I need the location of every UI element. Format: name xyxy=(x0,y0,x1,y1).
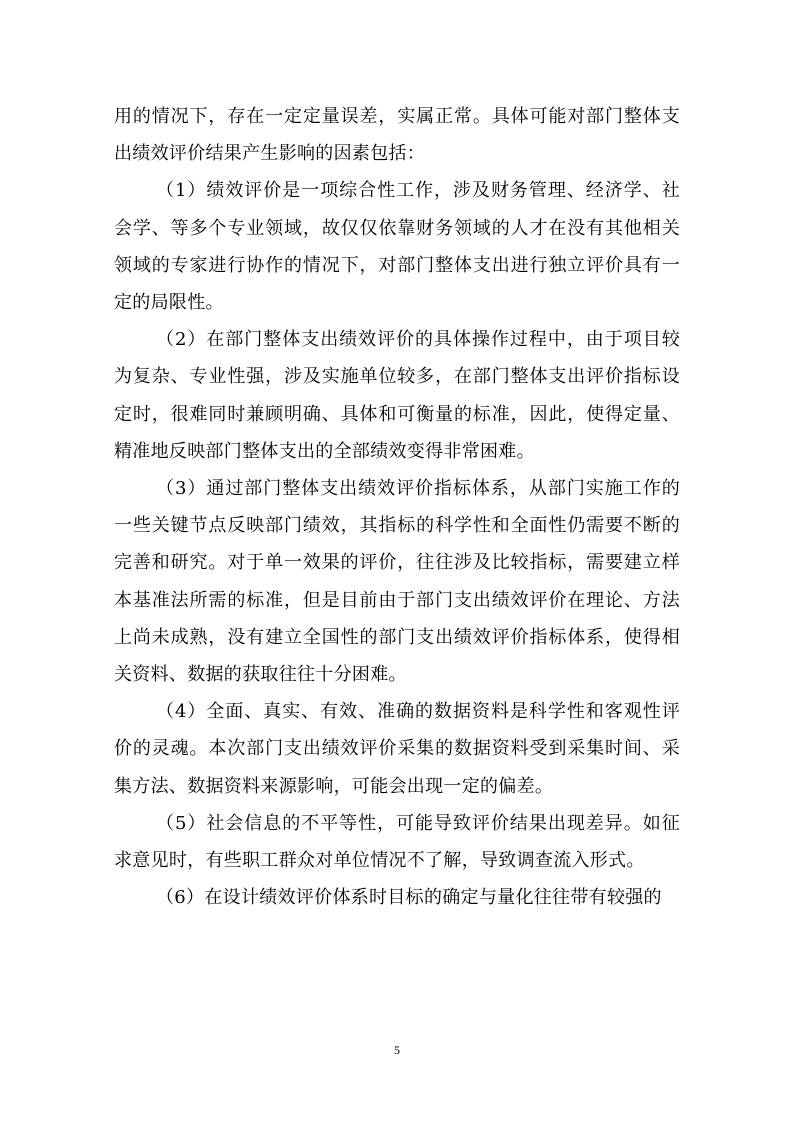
page-number: 5 xyxy=(394,1043,400,1057)
paragraph-item-4: （4）全面、真实、有效、准确的数据资料是科学性和客观性评价的灵魂。本次部门支出绩效评价采集的数据资料受到采集时间、采集方法、数据资料来源影响，可能会出现一定的偏差。 xyxy=(114,701,680,797)
paragraph-continuation: 用的情况下，存在一定定量误差，实属正常。具体可能对部门整体支出绩效评价结果产生影响的因素包括： xyxy=(114,106,680,165)
paragraph-item-2: （2）在部门整体支出绩效评价的具体操作过程中，由于项目较为复杂、专业性强，涉及实施单位较多，在部门整体支出评价指标设定时，很难同时兼顾明确、具体和可衡量的标准，因此，使得定量、精准地反映部门整体支出的全部绩效变得非常困难。 xyxy=(114,329,680,462)
paragraph-item-1: （1）绩效评价是一项综合性工作，涉及财务管理、经济学、社会学、等多个专业领域，故仅仅依靠财务领域的人才在没有其他相关领域的专家进行协作的情况下，对部门整体支出进行独立评价具有一定的局限性。 xyxy=(114,180,680,314)
paragraph-item-3: （3）通过部门整体支出绩效评价指标体系，从部门实施工作的一些关键节点反映部门绩效，其指标的科学性和全面性仍需要不断的完善和研究。对于单一效果的评价，往往涉及比较指标，需要建立样本基准法所需的标准，但是目前由于部门支出绩效评价在理论、方法上尚未成熟，没有建立全国性的部门支出绩效评价指标体系，使得相关资料、数据的获取往往十分困难。 xyxy=(114,478,680,686)
paragraph-item-5: （5）社会信息的不平等性，可能导致评价结果出现差异。如征求意见时，有些职工群众对单位情况不了解，导致调查流入形式。 xyxy=(114,812,680,872)
body-text xyxy=(114,98,680,916)
paragraph-item-6: （6）在设计绩效评价体系时目标的确定与量化往往带有较强的 xyxy=(156,887,662,909)
